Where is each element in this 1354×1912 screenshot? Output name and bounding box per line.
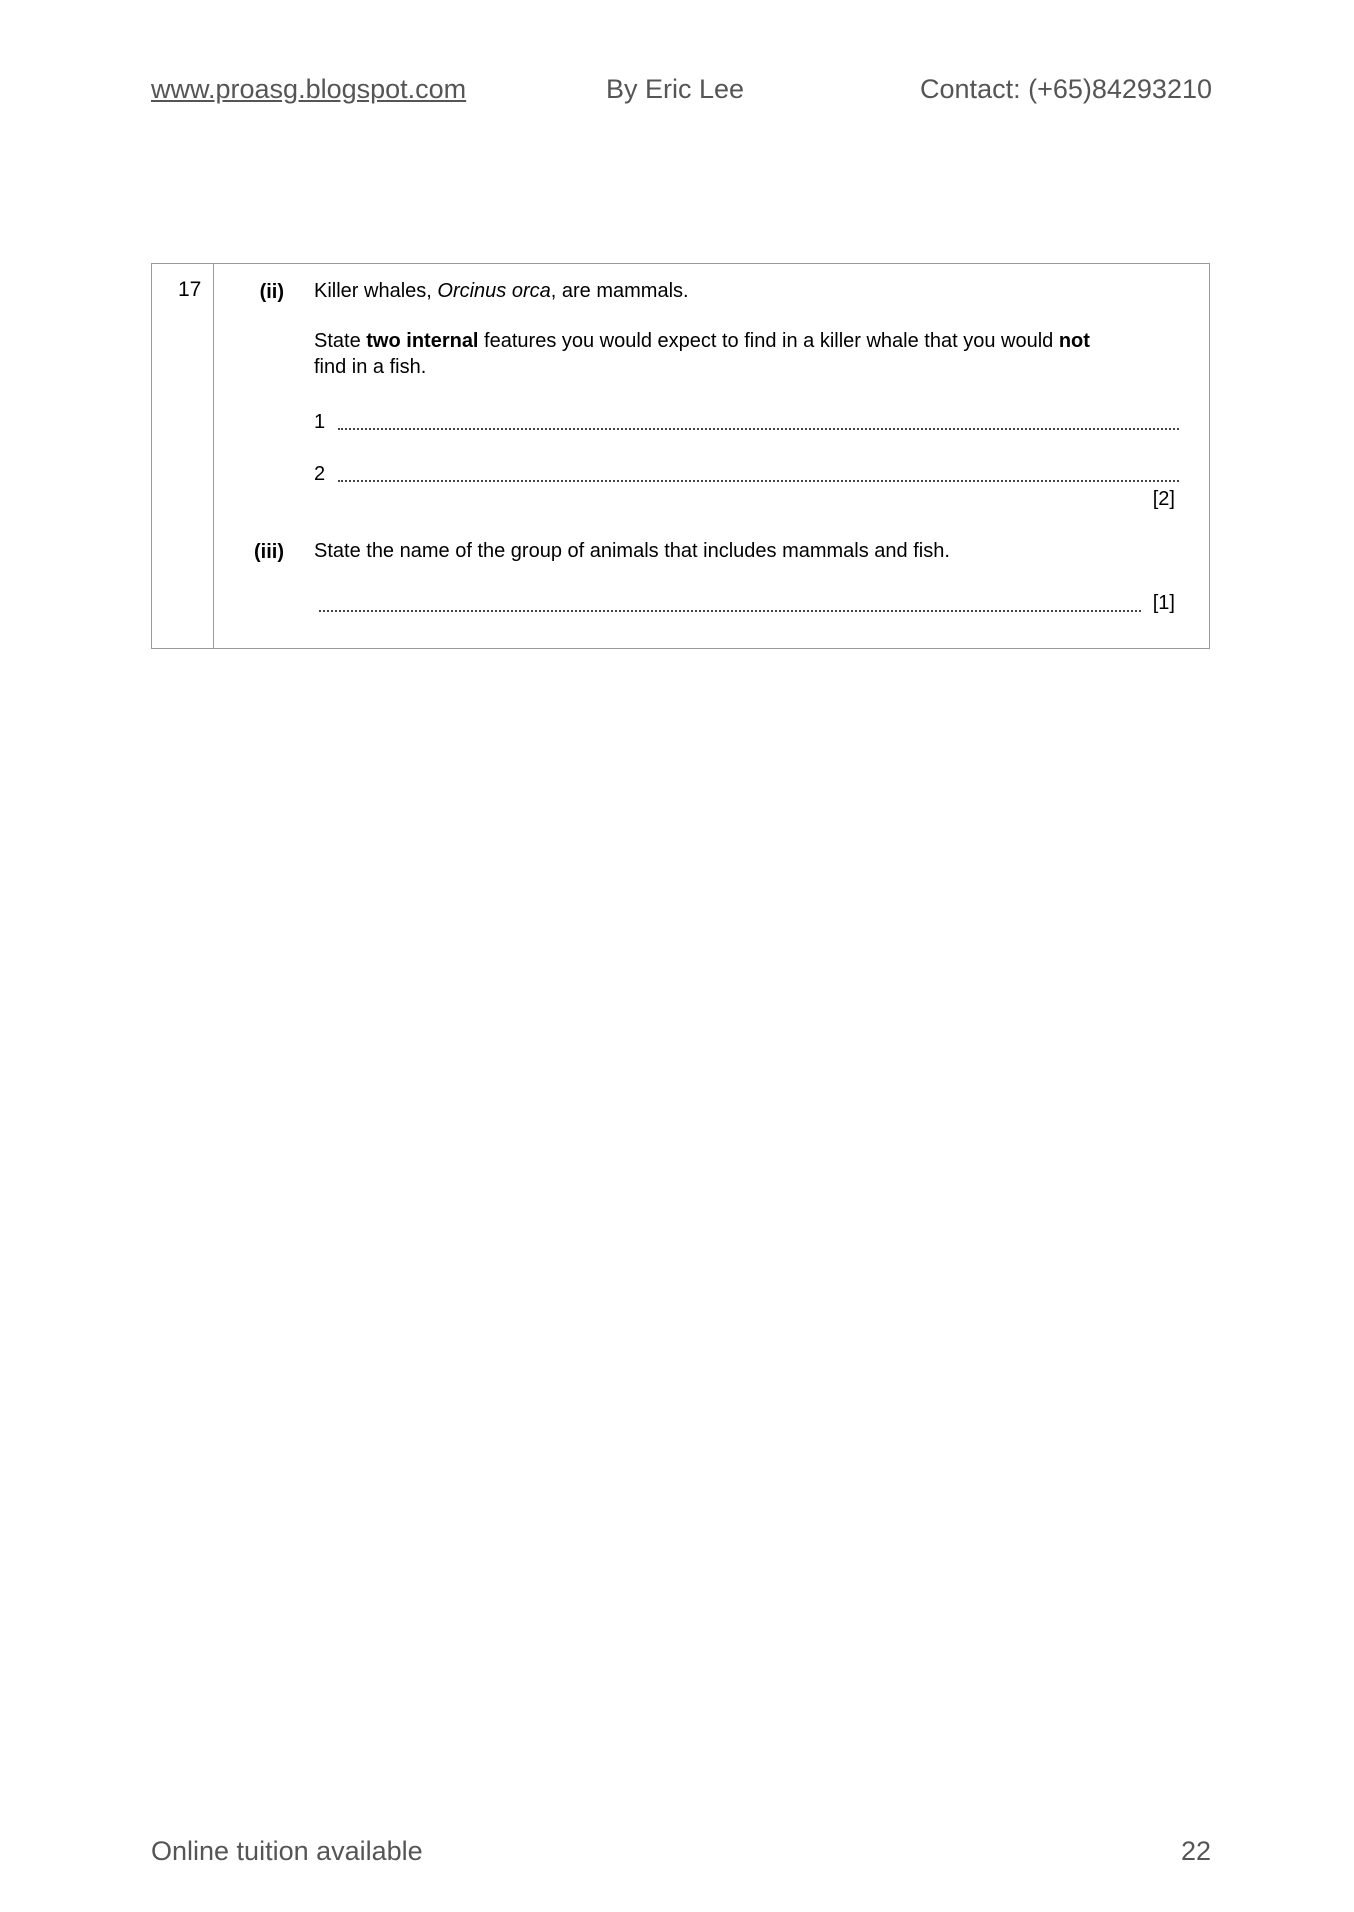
part-ii-intro: Killer whales, Orcinus orca, are mammals. — [314, 280, 689, 302]
answer-dots-1 — [338, 410, 1179, 430]
part-ii-marks: [2] — [1152, 488, 1175, 510]
answer-dots-3 — [319, 592, 1141, 612]
answer-line-3[interactable] — [319, 590, 1141, 616]
answer-number-1: 1 — [314, 411, 326, 433]
answer-line-1[interactable] — [314, 408, 1179, 434]
part-ii-label: (ii) — [259, 281, 284, 303]
question-box — [151, 263, 1210, 649]
question-number: 17 — [178, 278, 202, 301]
part-iii-marks: [1] — [1152, 592, 1175, 614]
part-ii-prompt: State two internal features you would expect to find in a killer whale that you would not find in a fish. — [314, 330, 1090, 378]
part-iii-prompt: State the name of the group of animals that includes mammals and fish. — [314, 540, 950, 562]
page-number: 22 — [1180, 1836, 1211, 1866]
part-iii-label: (iii) — [254, 541, 284, 563]
header-author: By Eric Lee — [606, 74, 745, 104]
header-contact: Contact: (+65)84293210 — [920, 74, 1212, 104]
header-website: www.proasg.blogspot.com — [151, 74, 467, 104]
answer-dots-2 — [338, 462, 1179, 482]
question-number-column — [152, 264, 214, 648]
answer-number-2: 2 — [314, 463, 326, 485]
answer-line-2[interactable] — [314, 460, 1179, 486]
species-name: Orcinus orca — [437, 280, 551, 302]
footer-note: Online tuition available — [151, 1836, 423, 1866]
